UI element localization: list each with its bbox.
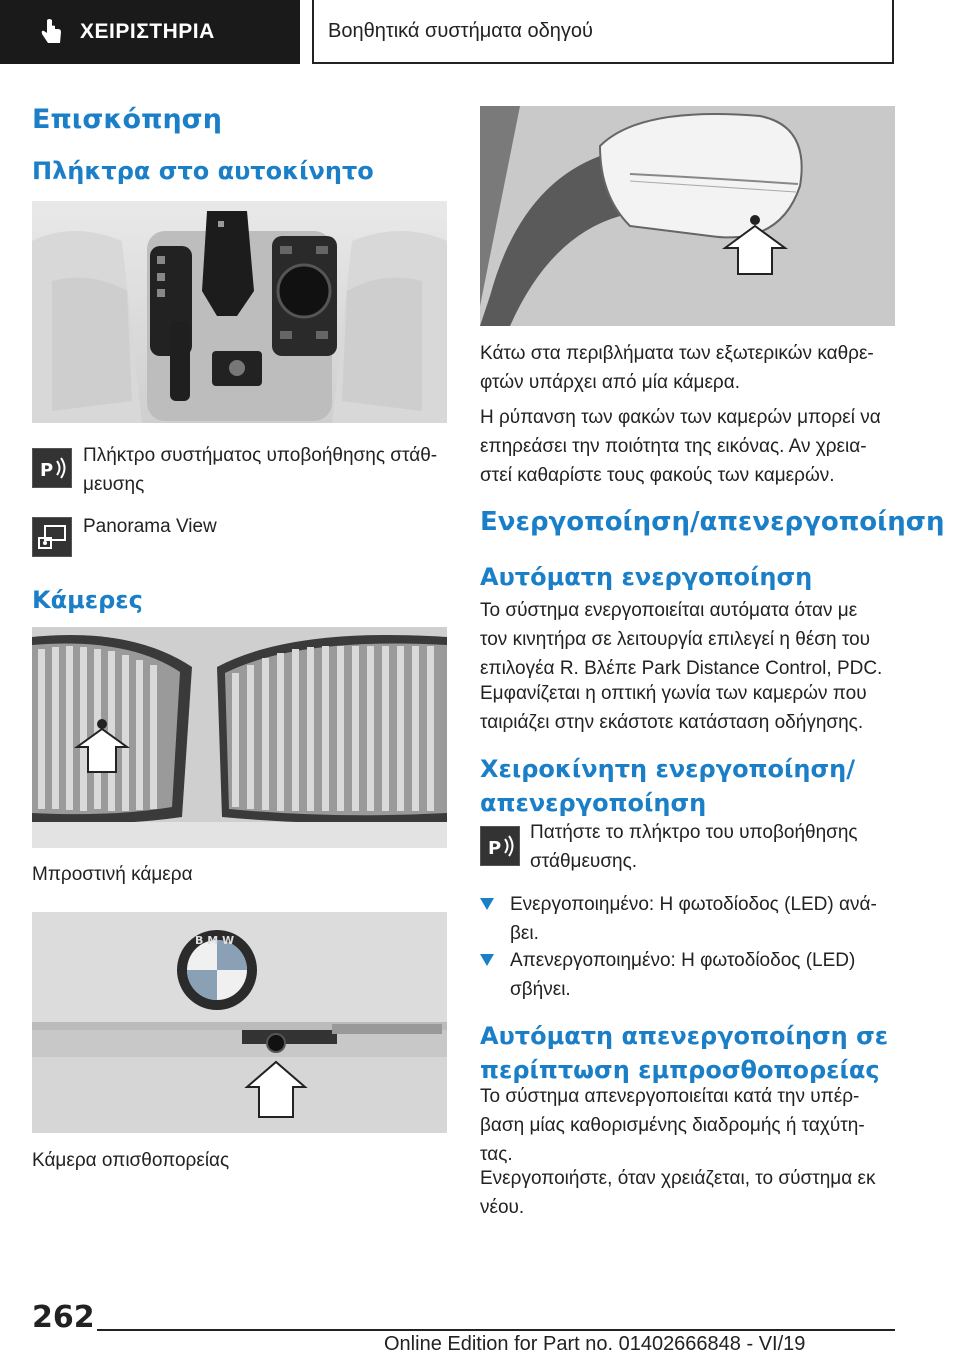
press-key-row: [480, 826, 520, 866]
panorama-label: Panorama View: [83, 516, 217, 537]
press-text-line2: στάθμευσης.: [530, 851, 638, 872]
svg-text:P: P: [488, 838, 502, 859]
panorama-key-row: [32, 517, 72, 557]
auto-off-text-line3: τας.: [480, 1144, 513, 1165]
mirror-camera-image: [480, 106, 895, 326]
manual-heading-line2: απενεργοποίηση: [480, 789, 707, 817]
manual-heading-line1: Χειροκίνητη ενεργοποίηση/: [480, 755, 856, 783]
auto-text-line3: επιλογέα R. Βλέπε Park Distance Control, PDC.: [480, 658, 883, 679]
view-text-line2: ταιριάζει στην εκάστοτε κατάσταση οδήγησης.: [480, 712, 864, 733]
center-console-image: [32, 201, 447, 423]
front-camera-caption: Μπροστινή κάμερα: [32, 864, 193, 885]
auto-off-heading-line1: Αυτόματη απενεργοποίηση σε: [480, 1022, 889, 1050]
bullet1-line2: βει.: [510, 923, 539, 944]
section-tab: [0, 0, 300, 64]
park-key-label-line1: Πλήκτρο συστήματος υποβοήθησης στάθ-: [83, 445, 438, 466]
bullet2-line2: σβήνει.: [510, 979, 571, 1000]
chapter-title: Βοηθητικά συστήματα οδηγού: [328, 19, 593, 42]
svg-text:B M W: B M W: [195, 934, 235, 947]
keys-heading: Πλήκτρα στο αυτοκίνητο: [32, 157, 374, 185]
activation-heading: Ενεργοποίηση/απενεργοποίηση: [480, 507, 945, 537]
bullet1-line1: Ενεργοποιημένο: Η φωτοδίοδος (LED) ανά-: [510, 894, 877, 915]
view-text-line1: Εμφανίζεται η οπτική γωνία των καμερών που: [480, 683, 867, 704]
triangle-bullet-icon: [480, 954, 494, 966]
bullet-led-on: [480, 890, 895, 948]
auto-off-text-line1: Το σύστημα απενεργοποιείται κατά την υπέρ-: [480, 1086, 860, 1107]
auto-text-line2: τον κινητήρα σε λειτουργία επιλεγεί η θέση του: [480, 629, 871, 650]
auto-activation-heading: Αυτόματη ενεργοποίηση: [480, 563, 813, 591]
page-number: 262: [32, 1300, 95, 1335]
front-camera-image: [32, 627, 447, 848]
auto-text-line1: Το σύστημα ενεργοποιείται αυτόματα όταν με: [480, 600, 858, 621]
mirror-text-line2: φτών υπάρχει από μία κάμερα.: [480, 372, 740, 393]
rear-camera-image: [32, 912, 447, 1133]
mirror-text-line1: Κάτω στα περιβλήματα των εξωτερικών καθρε-: [480, 343, 874, 364]
dirty-text-line2: επηρεάσει την ποιότητα της εικόνας. Αν χρεια-: [480, 436, 867, 457]
section-title: ΧΕΙΡΙΣΤΗΡΙΑ: [80, 20, 215, 43]
rear-camera-caption: Κάμερα οπισθοπορείας: [32, 1150, 230, 1171]
parking-assist-icon: [32, 448, 72, 488]
svg-text:P: P: [40, 460, 54, 481]
reactivate-text-line1: Ενεργοποιήστε, όταν χρειάζεται, το σύστημα εκ: [480, 1168, 876, 1189]
parking-assist-icon: [480, 826, 520, 866]
auto-off-heading-line2: περίπτωση εμπροσθοπορείας: [480, 1056, 880, 1084]
page-title-block: [32, 104, 222, 135]
dirty-text-line3: στεί καθαρίστε τους φακούς των καμερών.: [480, 465, 835, 486]
bullet-led-off: [480, 946, 895, 1004]
hand-pointer-icon: [36, 17, 66, 47]
cameras-heading: Κάμερες: [32, 586, 143, 614]
panorama-view-icon: [32, 517, 72, 557]
bullet2-line1: Απενεργοποιημένο: Η φωτοδίοδος (LED): [510, 950, 856, 971]
press-text-line1: Πατήστε το πλήκτρο του υποβοήθησης: [530, 822, 858, 843]
page-title: Επισκόπηση: [32, 104, 222, 135]
park-key-label-line2: μευσης: [83, 474, 145, 495]
dirty-text-line1: Η ρύπανση των φακών των καμερών μπορεί να: [480, 407, 881, 428]
triangle-bullet-icon: [480, 898, 494, 910]
edition-note: Online Edition for Part no. 01402666848 - VI/19: [384, 1333, 806, 1355]
park-assist-key-row: [32, 448, 72, 488]
reactivate-text-line2: νέου.: [480, 1197, 525, 1218]
footer-divider: [97, 1329, 895, 1331]
auto-off-text-line2: βαση μίας καθορισμένης διαδρομής ή ταχύτη-: [480, 1115, 865, 1136]
chapter-tab: [312, 0, 894, 64]
